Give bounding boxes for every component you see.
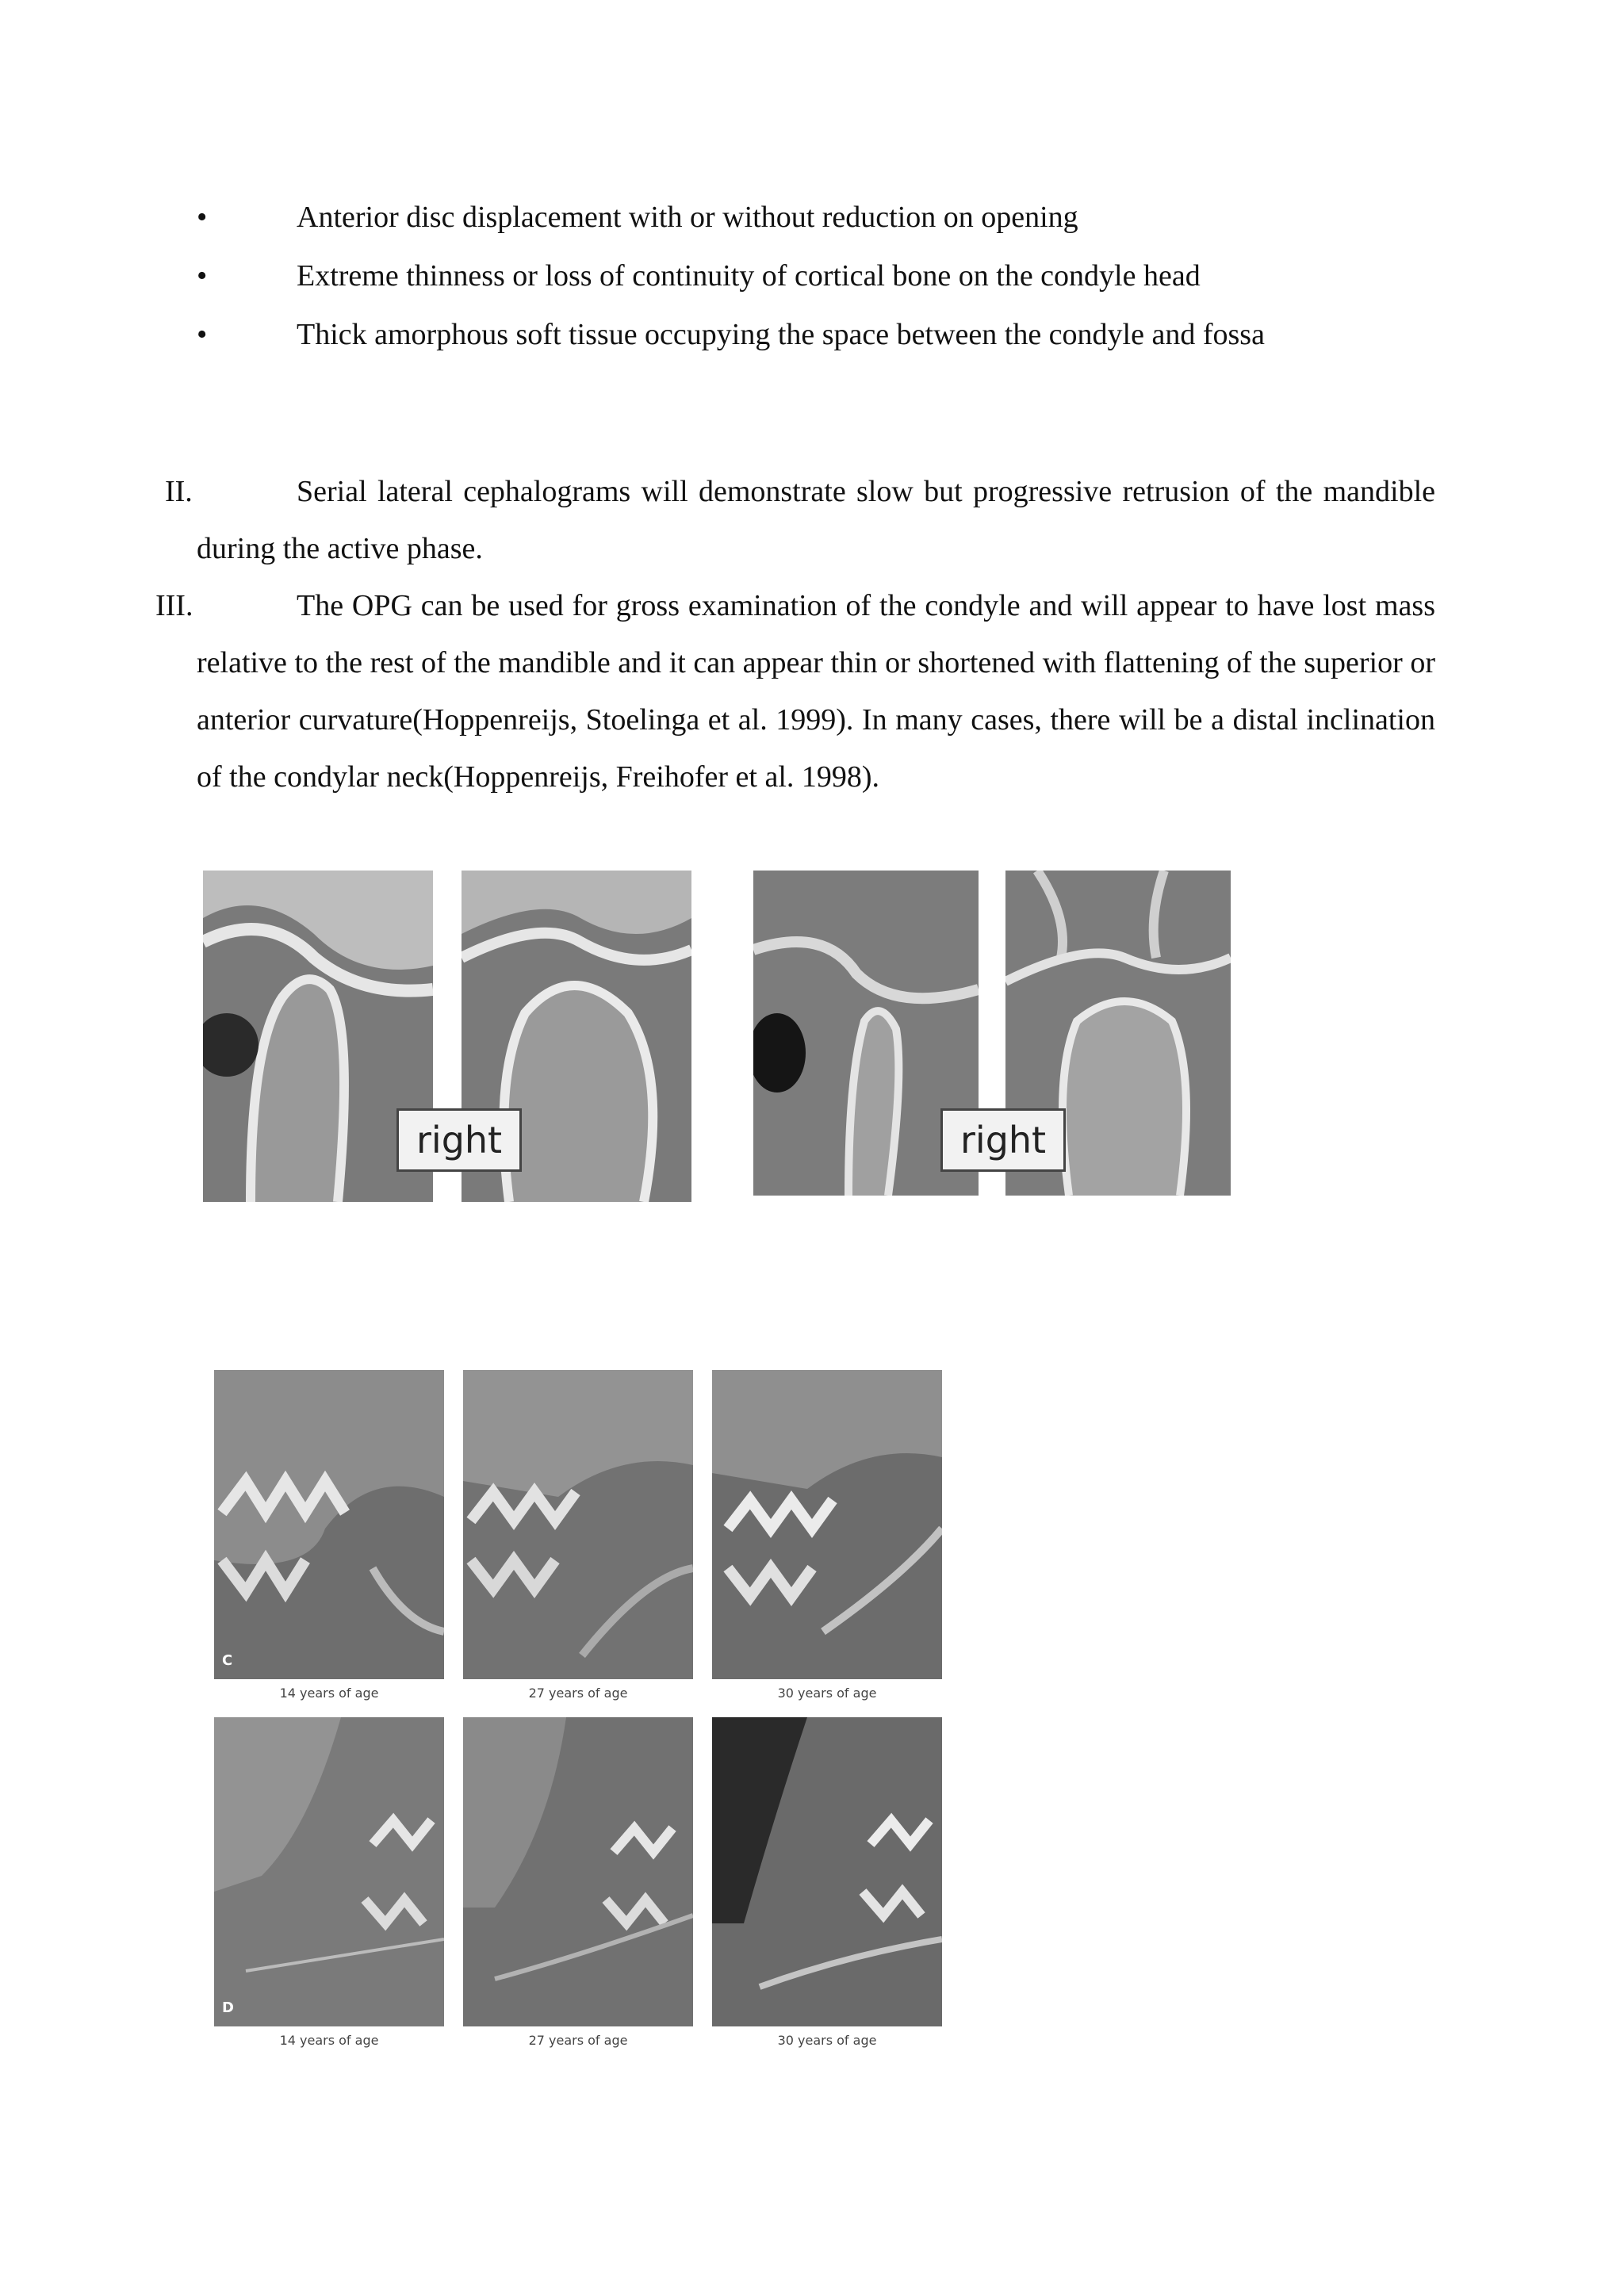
age-caption: 14 years of age: [279, 2033, 379, 2048]
radiograph-c-2: [463, 1370, 693, 1679]
condyle-ct-figure: [203, 871, 1234, 1203]
bullet-item: [197, 252, 1434, 311]
bullet-text: Thick amorphous soft tissue occupying the space between the condyle and fossa: [297, 318, 1265, 351]
bullet-text: Anterior disc displacement with or without reduction on opening: [297, 201, 1078, 234]
item-paragraph: Serial lateral cephalograms will demonstrate slow but progressive retrusion of the mandible during the active phase.: [197, 475, 1435, 565]
radiograph-d-3: [712, 1717, 942, 2026]
radiograph-c-1: [214, 1370, 444, 1679]
age-caption: 14 years of age: [279, 1686, 379, 1701]
bullet-symbol: •: [197, 201, 208, 234]
panel-letter: D: [222, 1999, 234, 2016]
age-caption: 30 years of age: [777, 2033, 877, 2048]
item-numeral: II.: [165, 475, 193, 508]
bullet-symbol: •: [197, 318, 208, 351]
bullet-list: [197, 193, 1434, 369]
side-label: right: [940, 1108, 1066, 1172]
age-caption: 30 years of age: [777, 1686, 877, 1701]
radiograph-d-1: [214, 1717, 444, 2026]
panel-letter: C: [222, 1652, 233, 1669]
radiograph-c-3: [712, 1370, 942, 1679]
item-numeral: III.: [155, 589, 193, 622]
age-caption: 27 years of age: [528, 2033, 628, 2048]
radiograph-series-figure: [214, 1370, 944, 2060]
item-paragraph: The OPG can be used for gross examination of the condyle and will appear to have lost mass relative to the rest of the mandible and it can appear thin or shortened with flattening of the superior or anterior curvature(Hoppenreijs, Stoelinga et al. 1999). In many cases, there will be a distal inclination of the condylar neck(Hoppenreijs, Freihofer et al. 1998).: [197, 589, 1435, 794]
bullet-text: Extreme thinness or loss of continuity of cortical bone on the condyle head: [297, 259, 1201, 293]
age-caption: 27 years of age: [528, 1686, 628, 1701]
radiograph-d-2: [463, 1717, 693, 2026]
side-label: right: [396, 1108, 522, 1172]
bullet-item: [197, 193, 1434, 252]
bullet-symbol: •: [197, 259, 208, 293]
bullet-item: [197, 311, 1434, 369]
